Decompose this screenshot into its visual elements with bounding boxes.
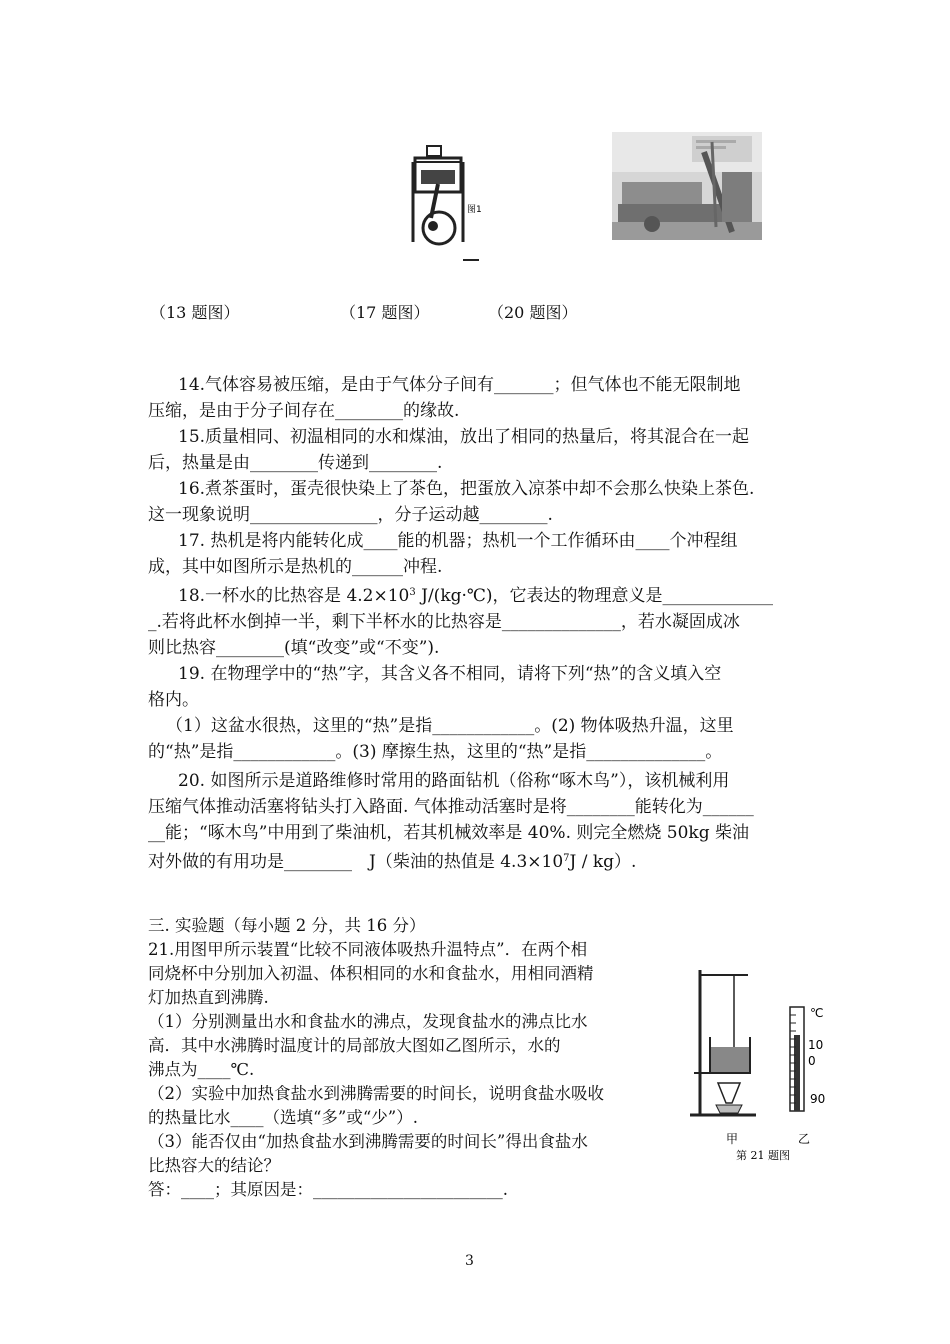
q21-line-9: （3）能否仅由“加热食盐水到沸腾需要的时间长”得出食盐水 — [148, 1132, 588, 1151]
q21-line-2: 同烧杯中分别加入初温、体积相同的水和食盐水，用相同酒精 — [148, 964, 594, 983]
q16-line-1: 16.煮茶蛋时，蛋壳很快染上了茶色，把蛋放入凉茶中却不会那么快染上茶色. — [178, 479, 755, 499]
q19-line-4: 的“热”是指____________。(3) 摩擦生热，这里的“热”是指______________。 — [148, 742, 723, 762]
q15-line-2: 后，热量是由________传递到________. — [148, 453, 443, 473]
q21-line-8: 的热量比水____（选填“多”或“少”）. — [148, 1108, 418, 1127]
celsius-label: ℃ — [810, 1006, 824, 1020]
q17-line-2: 成，其中如图所示是热机的______冲程. — [148, 557, 443, 577]
q21-line-11: 答：____；其原因是：_______________________. — [148, 1180, 508, 1199]
question-21 — [148, 938, 688, 1202]
q20-line-4: 对外做的有用功是________ J（柴油的热值是 $4.3\times 10^7J / kg$）. — [148, 852, 637, 872]
tick-10-label: 10 — [808, 1038, 824, 1052]
q18-line-3: 则比热容________(填“改变”或“不变”). — [148, 638, 440, 658]
q17-line-1: 17. 热机是将内能转化成____能的机器；热机一个工作循环由____个冲程组 — [178, 531, 738, 551]
experiment-apparatus-figure — [686, 965, 836, 1170]
q21-line-3: 灯加热直到沸腾. — [148, 988, 269, 1007]
jia-label: 甲 — [726, 1132, 739, 1146]
question-20 — [148, 768, 808, 875]
page-number: 3 — [465, 1253, 474, 1269]
figure-captions — [150, 300, 850, 324]
caption-20: （20 题图） — [488, 303, 578, 322]
q19-line-1: 19. 在物理学中的“热”字，其含义各不相同，请将下列“热”的含义填入空 — [178, 664, 722, 684]
q14-line-2: 压缩，是由于分子间存在________的缘故. — [148, 401, 460, 421]
yi-label: 乙 — [798, 1132, 811, 1146]
q21-line-10: 比热容大的结论？ — [148, 1156, 280, 1175]
q19-line-3: （1）这盆水很热，这里的“热”是指____________。(2) 物体吸热升温，这里 — [166, 716, 734, 736]
q21-line-1: 21.用图甲所示装置“比较不同液体吸热升温特点”．在两个相 — [148, 940, 588, 959]
road-drill-photo — [612, 132, 762, 240]
q16-line-2: 这一现象说明_______________，分子运动越________. — [148, 505, 553, 525]
tick-0-label: 0 — [808, 1054, 816, 1068]
q18-line-1: 18.一杯水的比热容是 $4.2\times 10^3$ J/(kg·℃)，它表达的物理意义是_____________ — [178, 586, 774, 606]
q20-line-2: 压缩气体推动活塞将钻头打入路面. 气体推动活塞时是将________能转化为______ — [148, 797, 754, 817]
q21-line-5: 高．其中水沸腾时温度计的局部放大图如乙图所示，水的 — [148, 1036, 561, 1055]
q21-line-7: （2）实验中加热食盐水到沸腾需要的时间长，说明食盐水吸收 — [148, 1084, 604, 1103]
engine-cylinder-figure — [405, 140, 485, 265]
tick-90-label: 90 — [810, 1092, 826, 1106]
question-14-to-19 — [148, 372, 808, 765]
fig21-caption: 第 21 题图 — [736, 1149, 790, 1162]
q20-line-1: 20. 如图所示是道路维修时常用的路面钻机（俗称“啄木鸟”），该机械利用 — [178, 771, 730, 791]
q18-line-2: _.若将此杯水倒掉一半，剩下半杯水的比热容是______________，若水凝固成冰 — [148, 612, 740, 632]
caption-13: （13 题图） — [150, 303, 240, 322]
q20-line-3: __能；“啄木鸟”中用到了柴油机，若其机械效率是 40%. 则完全燃烧 50kg 柴油 — [148, 823, 750, 843]
q15-line-1: 15.质量相同、初温相同的水和煤油，放出了相同的热量后，将其混合在一起 — [178, 427, 750, 447]
caption-17: （17 题图） — [340, 303, 430, 322]
q19-line-2: 格内。 — [148, 690, 199, 710]
q14-line-1: 14.气体容易被压缩，是由于气体分子间有_______；但气体也不能无限制地 — [178, 375, 741, 395]
fig13-label: 图1 — [467, 205, 482, 215]
q21-line-4: （1）分别测量出水和食盐水的沸点，发现食盐水的沸点比水 — [148, 1012, 588, 1031]
section-3-heading: 三. 实验题（每小题 2 分，共 16 分） — [148, 916, 426, 935]
q21-line-6: 沸点为____℃. — [148, 1060, 255, 1079]
